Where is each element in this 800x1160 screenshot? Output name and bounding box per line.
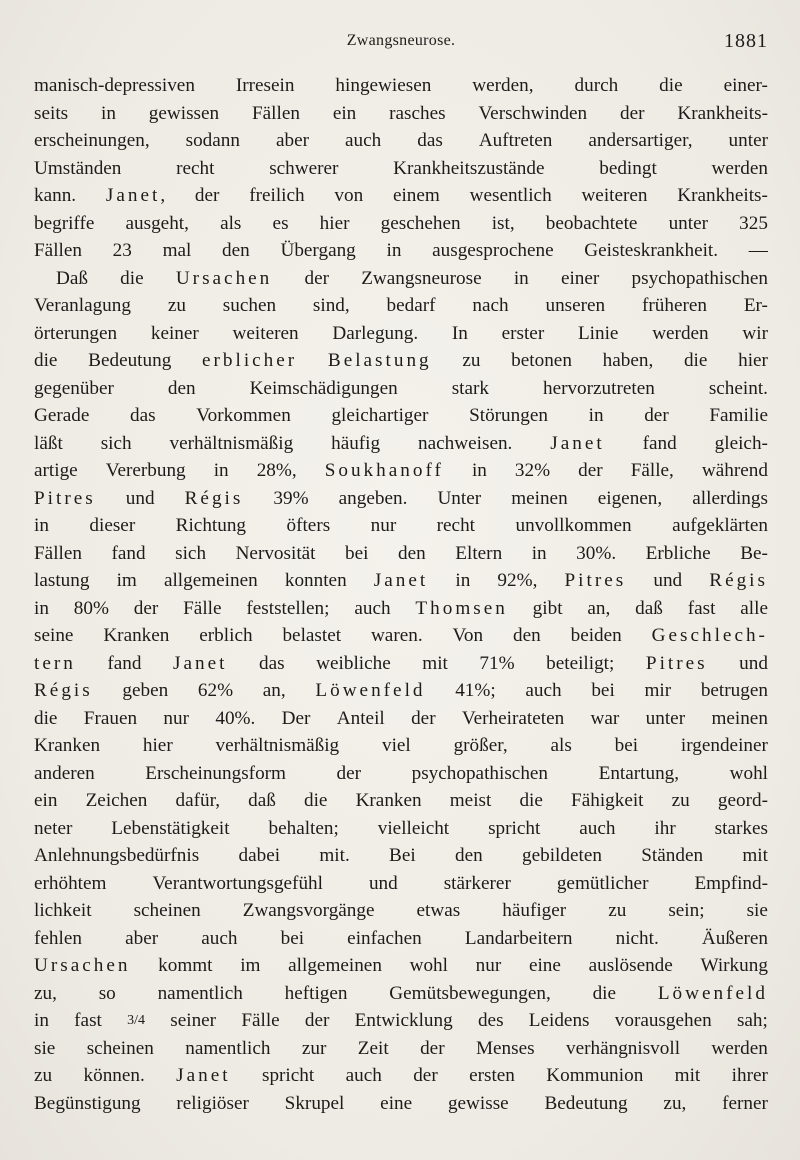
text-line: Kranken hier verhältnismäßig viel größer, als bei irgendeiner — [34, 735, 768, 756]
text-line: lastung im allgemeinen konnten Janet in 92%, Pitres und Régis — [34, 570, 768, 591]
running-title: Zwangsneurose. — [346, 32, 456, 49]
text-line: die Bedeutung erblicher Belastung zu betonen haben, die hier — [34, 350, 768, 371]
text-line: in fast $^{3/4}$ seiner Fälle der Entwicklung des Leidens vorausgehen sah; — [34, 1010, 768, 1031]
text-line: Anlehnungsbedürfnis dabei mit. Bei den gebildeten Ständen mit — [34, 845, 768, 866]
text-line: die Frauen nur 40%. Der Anteil der Verheirateten war unter meinen — [34, 707, 768, 729]
text-line: fehlen aber auch bei einfachen Landarbeitern nicht. Äußeren — [34, 927, 768, 949]
text-line: artige Vererbung in 28%, Soukhanoff in 32% der Fälle, während — [34, 460, 768, 481]
text-line: Régis geben 62% an, Löwenfeld 41%; auch bei mir betrugen — [34, 680, 768, 701]
text-line: gegenüber den Keimschädigungen stark hervorzutreten scheint. — [34, 377, 768, 399]
text-line: örterungen keiner weiteren Darlegung. In erster Linie werden wir — [34, 322, 768, 344]
running-head — [34, 30, 768, 54]
text-line: Fällen fand sich Nervosität bei den Eltern in 30%. Erbliche Be- — [34, 542, 768, 564]
text-line: Daß die Ursachen der Zwangsneurose in einer psychopathischen — [56, 267, 768, 289]
text-line: Begünstigung religiöser Skrupel eine gewisse Bedeutung zu, ferner — [34, 1092, 768, 1114]
text-line: lichkeit scheinen Zwangsvorgänge etwas häufiger zu sein; sie — [34, 900, 768, 921]
body-text — [34, 72, 768, 1117]
text-line: Umständen recht schwerer Krankheitszustände bedingt werden — [34, 157, 768, 179]
text-line: begriffe ausgeht, als es hier geschehen ist, beobachtete unter 325 — [34, 212, 768, 234]
text-line: erscheinungen, sodann aber auch das Auftreten andersartiger, unter — [34, 130, 768, 151]
text-line: manisch-depressiven Irresein hingewiesen werden, durch die einer- — [34, 75, 768, 96]
text-line: in dieser Richtung öfters nur recht unvollkommen aufgeklärten — [34, 515, 768, 536]
text-line: zu können. Janet spricht auch der ersten Kommunion mit ihrer — [34, 1065, 768, 1086]
text-line: anderen Erscheinungsform der psychopathischen Entartung, wohl — [34, 762, 768, 784]
page-number: 1881 — [724, 30, 768, 52]
text-line: kann. Janet, der freilich von einem wesentlich weiteren Krankheits- — [34, 185, 768, 206]
text-line: Fällen 23 mal den Übergang in ausgesprochene Geisteskrankheit. — — [34, 240, 768, 261]
text-line: läßt sich verhältnismäßig häufig nachweisen. Janet fand gleich- — [34, 432, 768, 454]
text-line: tern fand Janet das weibliche mit 71% beteiligt; Pitres und — [34, 652, 768, 674]
text-line: Gerade das Vorkommen gleichartiger Störungen in der Familie — [34, 405, 768, 426]
text-line: neter Lebenstätigkeit behalten; vielleicht spricht auch ihr starkes — [34, 817, 768, 839]
text-line: ein Zeichen dafür, daß die Kranken meist die Fähigkeit zu geord- — [34, 790, 768, 811]
text-line: Veranlagung zu suchen sind, bedarf nach unseren früheren Er- — [34, 295, 768, 316]
text-line: Pitres und Régis 39% angeben. Unter meinen eigenen, allerdings — [34, 487, 768, 509]
text-line: in 80% der Fälle feststellen; auch Thomsen gibt an, daß fast alle — [34, 597, 768, 619]
text-line: erhöhtem Verantwortungsgefühl und stärkerer gemütlicher Empfind- — [34, 872, 768, 894]
text-line: seine Kranken erblich belastet waren. Von den beiden Geschlech- — [34, 625, 768, 646]
text-line: Ursachen kommt im allgemeinen wohl nur eine auslösende Wirkung — [34, 955, 768, 976]
text-line: zu, so namentlich heftigen Gemütsbewegungen, die Löwenfeld — [34, 982, 768, 1004]
text-line: sie scheinen namentlich zur Zeit der Menses verhängnisvoll werden — [34, 1037, 768, 1059]
text-line: seits in gewissen Fällen ein rasches Verschwinden der Krankheits- — [34, 102, 768, 124]
